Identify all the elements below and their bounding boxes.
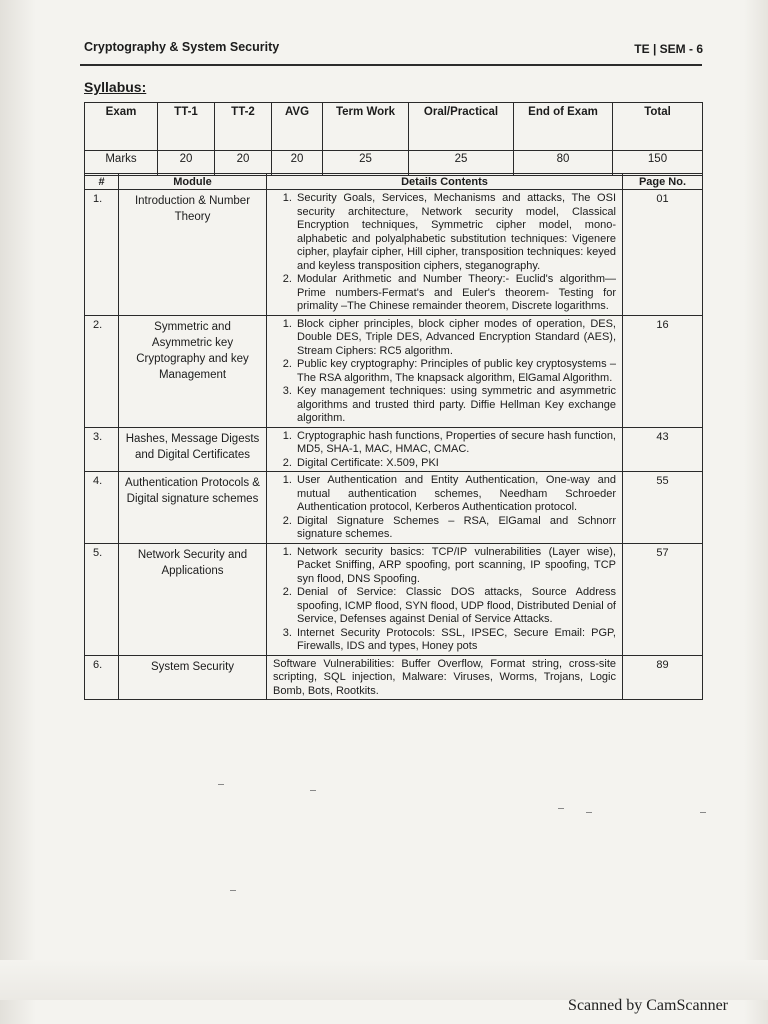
module-details bbox=[267, 543, 623, 655]
module-number: 2. bbox=[85, 315, 119, 427]
module-name: Authentication Protocols & Digital signature schemes bbox=[119, 472, 267, 544]
marks-value-row bbox=[85, 151, 703, 176]
detail-item: 3. Internet Security Protocols: SSL, IPSEC, Secure Email: PGP, Firewalls, IDS and types, Honey pots bbox=[295, 627, 616, 654]
marks-header-cell: End of Exam bbox=[514, 103, 613, 151]
detail-item: 2. Denial of Service: Classic DOS attacks, Source Address spoofing, ICMP flood, SYN flood, UDP flood, Distributed Denial of Service, Defenses against Denial of Service Attacks. bbox=[295, 586, 616, 627]
marks-header-cell: TT-2 bbox=[215, 103, 272, 151]
module-name: Network Security and Applications bbox=[119, 543, 267, 655]
marks-cell: Marks bbox=[85, 151, 158, 176]
marks-cell: 80 bbox=[514, 151, 613, 176]
module-row bbox=[85, 655, 703, 700]
scanner-watermark: Scanned by CamScanner bbox=[568, 997, 728, 1014]
page-number: 01 bbox=[623, 190, 703, 316]
marks-header-cell: Oral/Practical bbox=[409, 103, 514, 151]
marks-cell: 20 bbox=[272, 151, 323, 176]
module-row bbox=[85, 543, 703, 655]
scan-speck bbox=[310, 790, 316, 791]
module-number: 4. bbox=[85, 472, 119, 544]
marks-cell: 150 bbox=[613, 151, 703, 176]
marks-header-row bbox=[85, 103, 703, 151]
syllabus-header-row bbox=[85, 174, 703, 190]
marks-cell: 25 bbox=[323, 151, 409, 176]
page-number: 16 bbox=[623, 315, 703, 427]
module-details bbox=[267, 655, 623, 700]
detail-item: 1. Cryptographic hash functions, Properties of secure hash function, MD5, SHA-1, MAC, HMAC, CMAC. bbox=[295, 430, 616, 457]
module-details bbox=[267, 315, 623, 427]
detail-item: 1. User Authentication and Entity Authentication, One-way and mutual authentication schemes, Needham Schroeder Authentication protocol, Kerberos Authentication protocol. bbox=[295, 474, 616, 515]
detail-item: 2. Public key cryptography: Principles of public key cryptosystems – The RSA algorithm, The knapsack algorithm, ElGamal Algorithm. bbox=[295, 358, 616, 385]
marks-header-cell: TT-1 bbox=[158, 103, 215, 151]
module-row bbox=[85, 315, 703, 427]
semester-label: TE | SEM - 6 bbox=[634, 42, 703, 56]
module-name: Symmetric and Asymmetric key Cryptography and key Management bbox=[119, 315, 267, 427]
marks-header-cell: Total bbox=[613, 103, 703, 151]
syllabus-header-cell: Page No. bbox=[623, 174, 703, 190]
scan-shadow-bottom bbox=[0, 960, 768, 1000]
module-name: Hashes, Message Digests and Digital Certificates bbox=[119, 427, 267, 472]
scan-shadow-left bbox=[0, 0, 36, 1024]
scan-speck bbox=[230, 890, 236, 891]
detail-item: 1. Block cipher principles, block cipher modes of operation, DES, Double DES, Triple DES, Advanced Encryption Standard (AES), Stream Ciphers: RC5 algorithm. bbox=[295, 318, 616, 359]
detail-item: 1. Security Goals, Services, Mechanisms and attacks, The OSI security architecture, Network security model, Classical Encryption techniques, Symmetric cipher model, mono-alphabetic and polyalphabetic substitution techniques: Vigenere cipher, playfair cipher, Hill cipher, transposition techniques: keyed and keyless transposition ciphers, steganography. bbox=[295, 192, 616, 273]
module-number: 6. bbox=[85, 655, 119, 700]
marks-cell: 25 bbox=[409, 151, 514, 176]
page-number: 89 bbox=[623, 655, 703, 700]
course-title: Cryptography & System Security bbox=[84, 40, 280, 54]
module-row bbox=[85, 190, 703, 316]
detail-text: Software Vulnerabilities: Buffer Overflow, Format string, cross-site scripting, SQL injection, Malware: Viruses, Worms, Trojans, Logic Bomb, Bots, Rootkits. bbox=[273, 657, 616, 697]
marks-table bbox=[84, 102, 703, 176]
detail-item: 3. Key management techniques: using symmetric and asymmetric algorithms and trusted third party. Diffie Hellman Key exchange algorithm. bbox=[295, 385, 616, 426]
scan-shadow-right bbox=[744, 0, 768, 1024]
module-name: Introduction & Number Theory bbox=[119, 190, 267, 316]
detail-item: 2. Digital Certificate: X.509, PKI bbox=[295, 457, 616, 471]
header-rule bbox=[80, 64, 702, 66]
module-row bbox=[85, 427, 703, 472]
scan-speck bbox=[218, 784, 224, 785]
scan-speck bbox=[586, 812, 592, 813]
module-details bbox=[267, 472, 623, 544]
marks-header-cell: Term Work bbox=[323, 103, 409, 151]
detail-item: 2. Digital Signature Schemes – RSA, ElGamal and Schnorr signature schemes. bbox=[295, 515, 616, 542]
scan-speck bbox=[700, 812, 706, 813]
syllabus-table bbox=[84, 173, 703, 700]
module-row bbox=[85, 472, 703, 544]
section-title: Syllabus: bbox=[84, 79, 147, 95]
marks-cell: 20 bbox=[158, 151, 215, 176]
detail-item: 1. Network security basics: TCP/IP vulnerabilities (Layer wise), Packet Sniffing, ARP spoofing, port scanning, IP spoofing, TCP syn flood, DNS Spoofing. bbox=[295, 546, 616, 587]
marks-header-cell: Exam bbox=[85, 103, 158, 151]
module-number: 5. bbox=[85, 543, 119, 655]
module-details bbox=[267, 427, 623, 472]
module-name: System Security bbox=[119, 655, 267, 700]
page-number: 57 bbox=[623, 543, 703, 655]
module-number: 3. bbox=[85, 427, 119, 472]
module-number: 1. bbox=[85, 190, 119, 316]
marks-header-cell: AVG bbox=[272, 103, 323, 151]
scan-speck bbox=[558, 808, 564, 809]
syllabus-header-cell: Module bbox=[119, 174, 267, 190]
module-details bbox=[267, 190, 623, 316]
marks-cell: 20 bbox=[215, 151, 272, 176]
page-number: 55 bbox=[623, 472, 703, 544]
page-number: 43 bbox=[623, 427, 703, 472]
syllabus-header-cell: Details Contents bbox=[267, 174, 623, 190]
syllabus-header-cell: # bbox=[85, 174, 119, 190]
detail-item: 2. Modular Arithmetic and Number Theory:- Euclid's algorithm—Prime numbers-Fermat's and Euler's theorem- Testing for primality –The Chinese remainder theorem, Discrete logarithms. bbox=[295, 273, 616, 314]
